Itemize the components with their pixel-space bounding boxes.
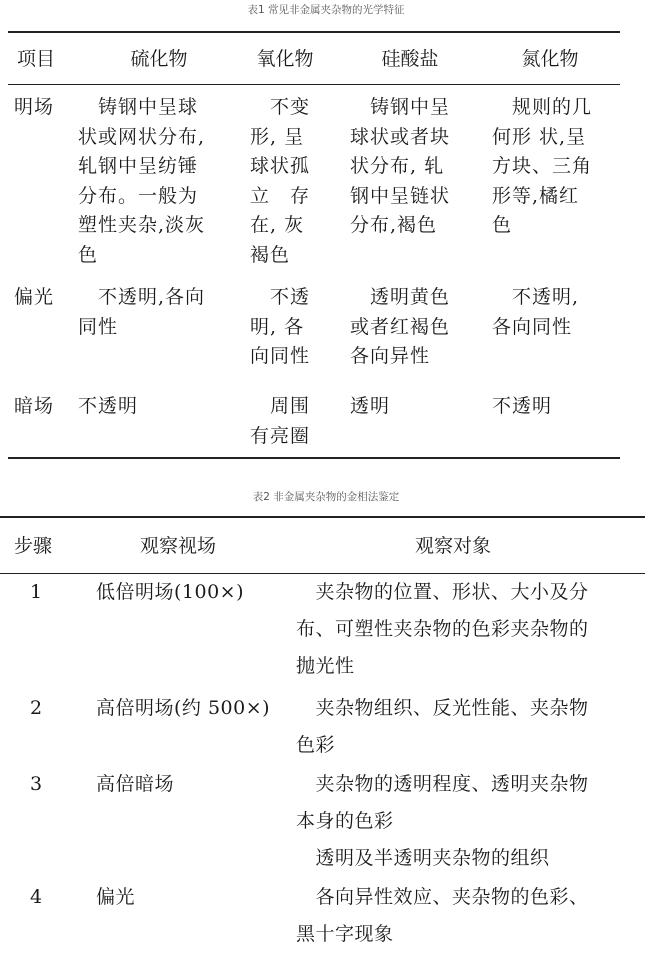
table1-cell: 不透明, 各向同性: [492, 286, 580, 338]
table1-caption: 表1 常见非金属夹杂物的光学特征: [247, 4, 405, 16]
table1-cell: 铸钢中呈 球状或者块 状分布, 轧 钢中呈链状 分布,褐色: [350, 96, 451, 236]
table2-top-rule: [0, 516, 645, 518]
table2-caption: 表2 非金属夹杂物的金相法鉴定: [252, 491, 400, 503]
table1-cell: 规则的几 何形 状,呈 方块、三角 形等,橘红 色: [492, 96, 593, 236]
table1-row-label: 明场: [14, 96, 55, 118]
table1-cell: 铸钢中呈球 状或网状分布, 轧钢中呈纺锤 分布。一般为 塑性夹杂,淡灰 色: [78, 96, 206, 266]
table2-field: 高倍暗场: [96, 773, 175, 795]
table1-cell: 透明黄色 或者红褐色 各向异性: [350, 286, 451, 367]
table2-object: 夹杂物的位置、形状、大小及分 布、可塑性夹杂物的色彩夹杂物的 抛光性: [296, 581, 589, 677]
table1-cell: 不透明,各向 同性: [78, 286, 206, 338]
table2-step: 3: [29, 773, 43, 795]
table2-field: 低倍明场(100×): [96, 581, 245, 603]
table2-step: 2: [29, 697, 43, 719]
table1-cell: 周围 有亮圈: [250, 395, 311, 447]
table2-object: 夹杂物组织、反光性能、夹杂物 色彩: [296, 697, 589, 756]
table1-bottom-rule: [8, 457, 620, 459]
table2-field: 偏光: [96, 886, 136, 908]
table1-cell: 不透明: [78, 395, 139, 417]
table2-field: 高倍明场(约 500×): [96, 697, 271, 719]
table1-header-oxide: 氧化物: [256, 48, 314, 70]
table2-header-object: 观察对象: [415, 535, 492, 557]
table1-header-rule: [8, 84, 620, 85]
table2-header-field: 观察视场: [140, 535, 217, 557]
table2-step: 1: [29, 581, 43, 603]
table1-cell: 不透 明, 各 向同性: [250, 286, 311, 367]
table1-cell: 不透明: [492, 395, 553, 417]
table2-object: 夹杂物的透明程度、透明夹杂物 本身的色彩 透明及半透明夹杂物的组织: [296, 773, 589, 869]
table1-cell: 透明: [350, 395, 391, 417]
table1-row-label: 暗场: [14, 395, 55, 417]
table1-header-nitride: 氮化物: [521, 48, 579, 70]
table2-step: 4: [29, 886, 43, 908]
table1-top-rule: [8, 31, 620, 33]
table1-header-sulfide: 硫化物: [130, 48, 188, 70]
table1-cell: 不变 形, 呈 球状孤 立 存 在, 灰 褐色: [250, 96, 311, 266]
table1-header-silicate: 硅酸盐: [381, 48, 439, 70]
table2-header-step: 步骤: [14, 535, 53, 557]
table2-object: 各向异性效应、夹杂物的色彩、 黑十字现象: [296, 886, 589, 945]
table1-header-item: 项目: [16, 48, 55, 70]
table1-row-label: 偏光: [14, 286, 55, 308]
